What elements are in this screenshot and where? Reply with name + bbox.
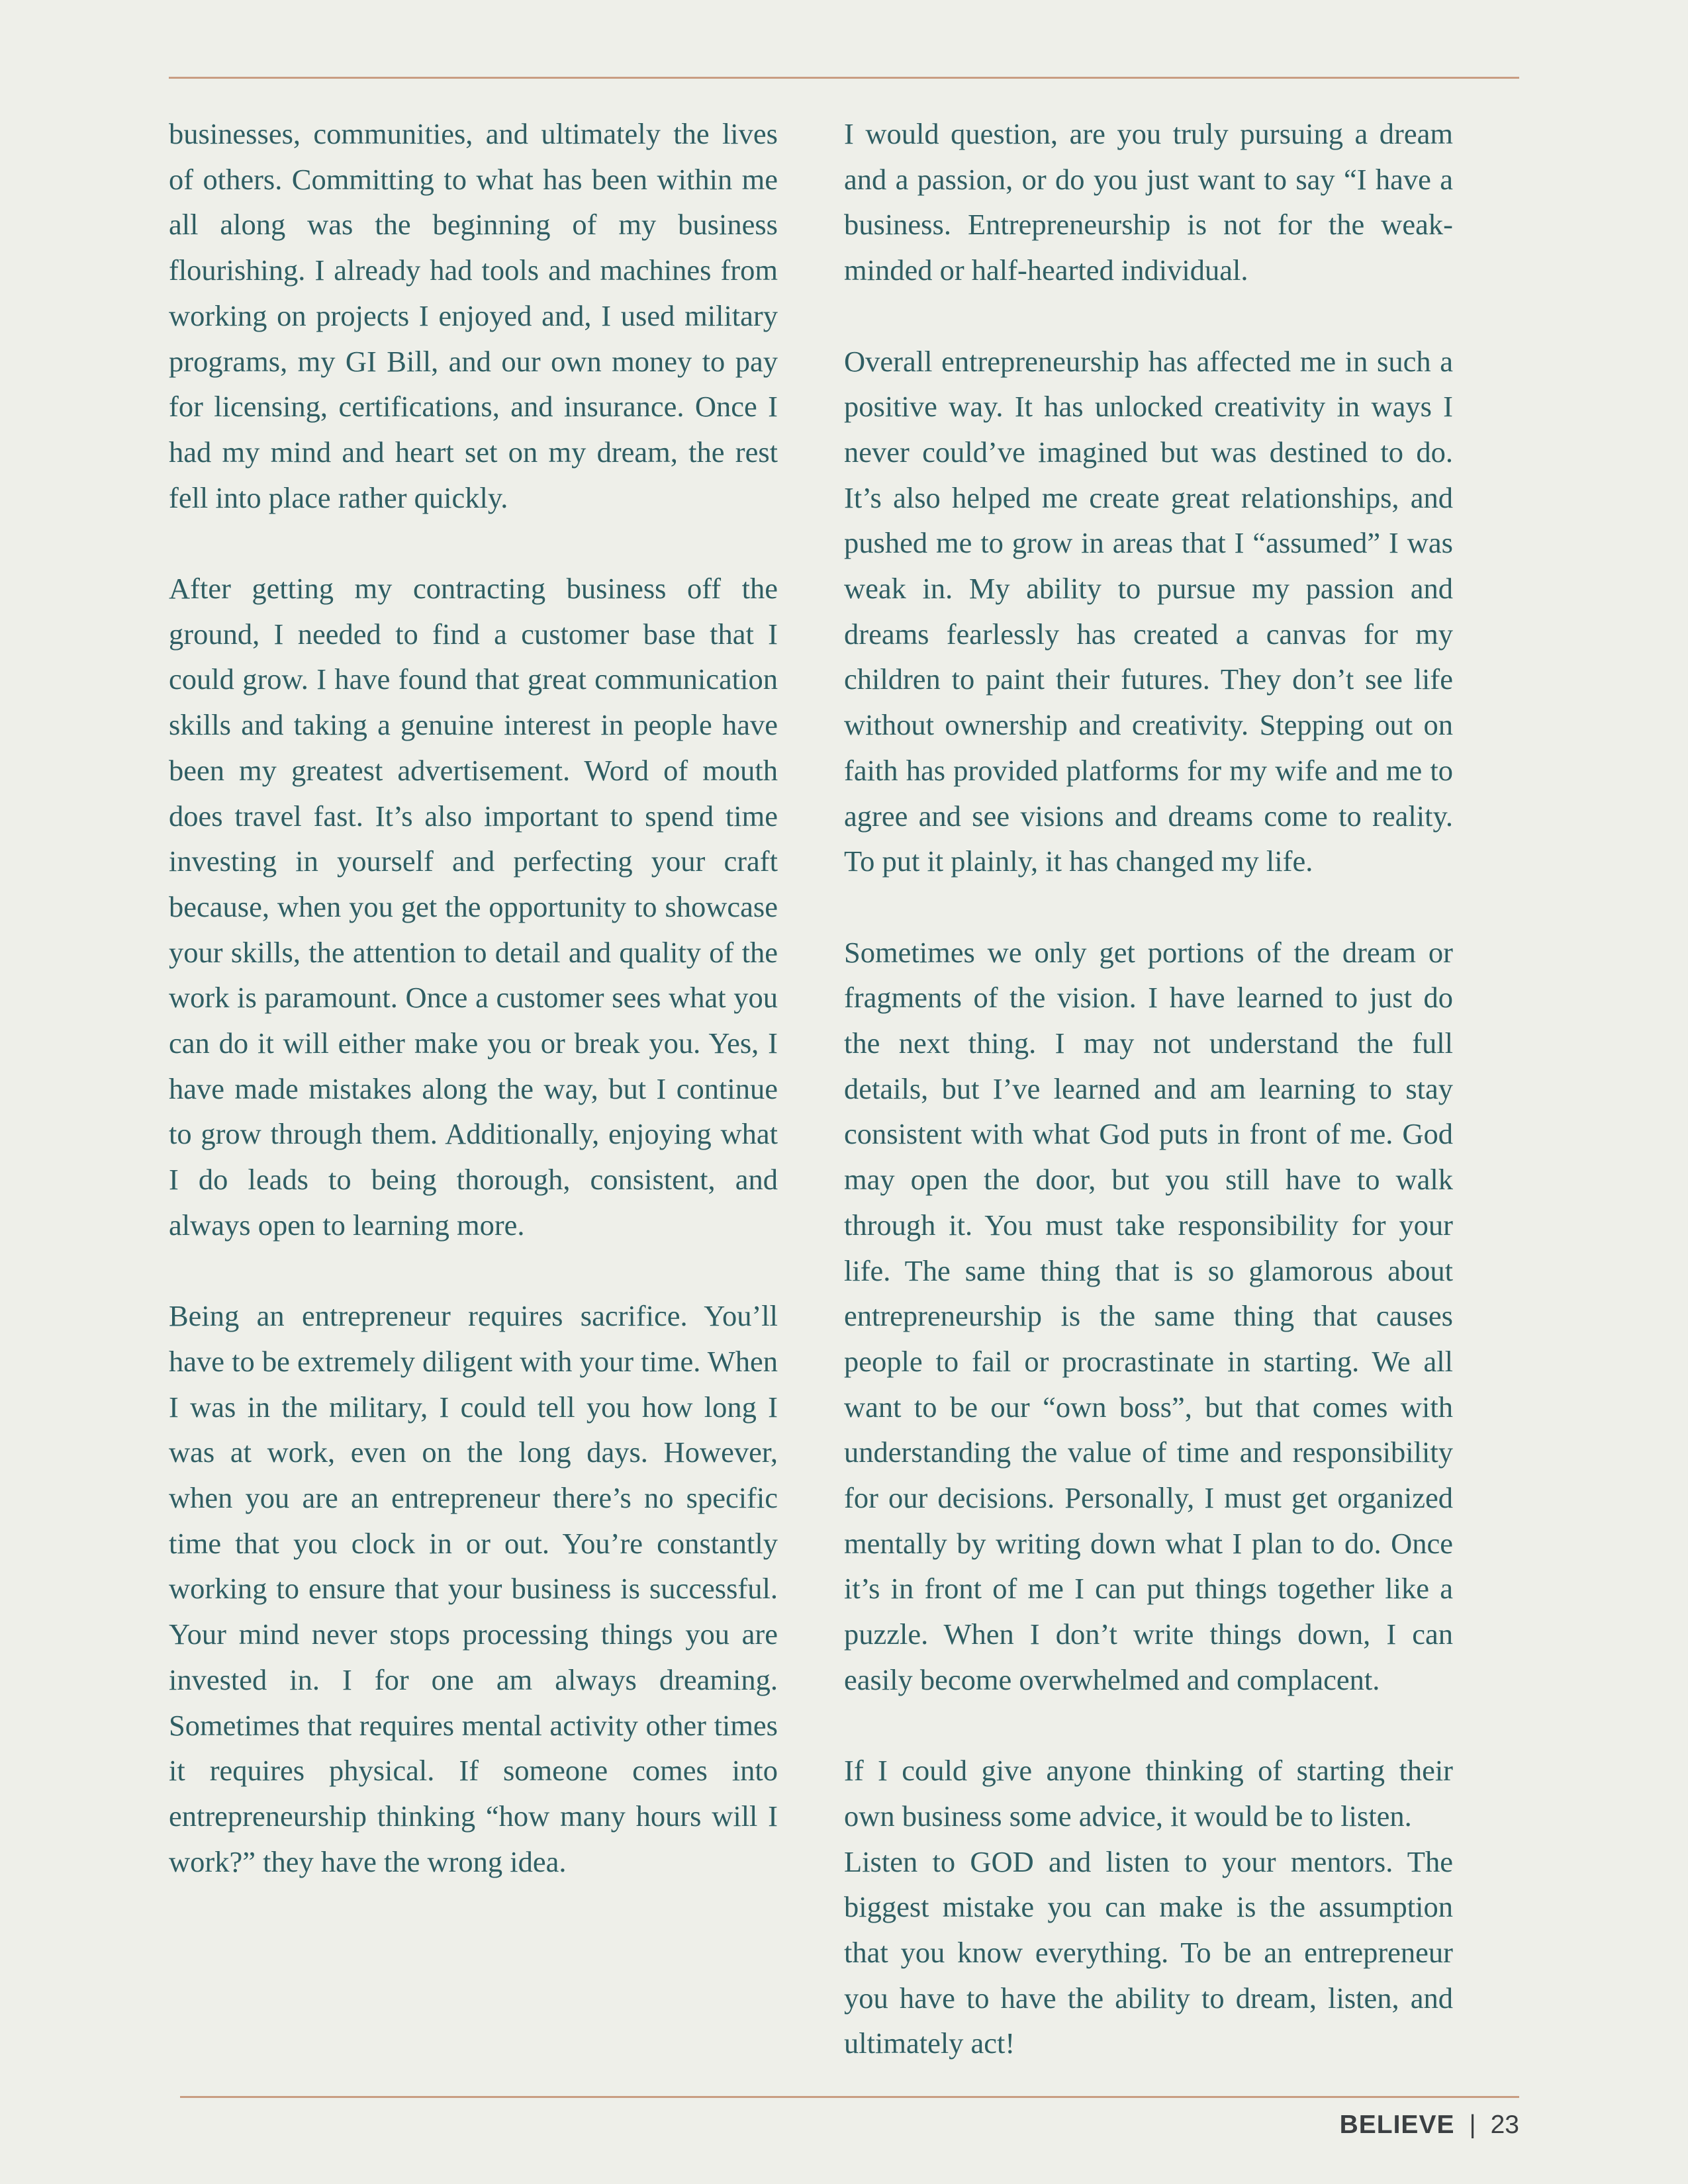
left-column	[169, 111, 778, 1884]
page-footer	[1340, 2105, 1519, 2145]
paragraph: Sometimes we only get portions of the dream or fragments of the vision. I have learned to just do the next thing. I may not understand the full details, but I’ve learned and am learning to stay consistent with what God puts in front of me. God may open the door, but you still have to walk through it. You must take responsibility for your life. The same thing that is so glamorous about entrepreneurship is the same thing that causes people to fail or procrastinate in starting. We all want to be our “own boss”, but that comes with understanding the value of time and responsibility for our decisions. Personally, I must get organized mentally by writing down what I plan to do. Once it’s in front of me I can put things together like a puzzle. When I don’t write things down, I can easily become overwhelmed and complacent.	[844, 935, 1453, 1696]
page-number: 23	[1490, 2111, 1519, 2139]
top-divider	[169, 77, 1519, 79]
paragraph: I would question, are you truly pursuing a dream and a passion, or do you just want to say “I have a business. Entrepreneurship is not for the weak-minded or half-hearted individual.	[844, 117, 1453, 287]
paragraph: Overall entrepreneurship has affected me in such a positive way. It has unlocked creativity in ways I never could’ve imagined but was destined to do. It’s also helped me create great relationships, and pushed me to grow in areas that I “assumed” I was weak in. My ability to pursue my passion and dreams fearlessly has created a canvas for my children to paint their futures. They don’t see life without ownership and creativity. Stepping out on faith has provided platforms for my wife and me to agree and see visions and dreams come to reality. To put it plainly, it has changed my life.	[844, 344, 1453, 878]
paragraph: If I could give anyone thinking of starting their own business some advice, it would be to listen.	[844, 1754, 1453, 1833]
paragraph: businesses, communities, and ultimately the lives of others. Committing to what has been within me all along was the beginning of my business flourishing. I already had tools and machines from working on projects I enjoyed and, I used military programs, my GI Bill, and our own money to pay for licensing, certifications, and insurance. Once I had my mind and heart set on my dream, the rest fell into place rather quickly.	[169, 117, 778, 514]
footer-separator: |	[1469, 2111, 1476, 2139]
paragraph: Listen to GOD and listen to your mentors. The biggest mistake you can make is the assumption that you know everything. To be an entrepreneur you have to have the ability to dream, listen, and ultimately act!	[844, 1844, 1453, 2060]
bottom-divider	[180, 2096, 1519, 2098]
right-column	[844, 111, 1453, 2066]
magazine-name: BELIEVE	[1339, 2111, 1455, 2139]
paragraph: After getting my contracting business off the ground, I needed to find a customer base that I could grow. I have found that great communication skills and taking a genuine interest in people have been my greatest advertisement. Word of mouth does travel fast. It’s also important to spend time investing in yourself and perfecting your craft because, when you get the opportunity to showcase your skills, the attention to detail and quality of the work is paramount. Once a customer sees what you can do it will either make you or break you. Yes, I have made mistakes along the way, but I continue to grow through them. Additionally, enjoying what I do leads to being thorough, consistent, and always open to learning more.	[169, 572, 778, 1242]
paragraph: Being an entrepreneur requires sacrifice. You’ll have to be extremely diligent with your time. When I was in the military, I could tell you how long I was at work, even on the long days. However, when you are an entrepreneur there’s no specific time that you clock in or out. You’re constantly working to ensure that your business is successful. Your mind never stops processing things you are invested in. I for one am always dreaming. Sometimes that requires mental activity other times it requires physical. If someone comes into entrepreneurship thinking “how many hours will I work?” they have the wrong idea.	[169, 1299, 778, 1878]
